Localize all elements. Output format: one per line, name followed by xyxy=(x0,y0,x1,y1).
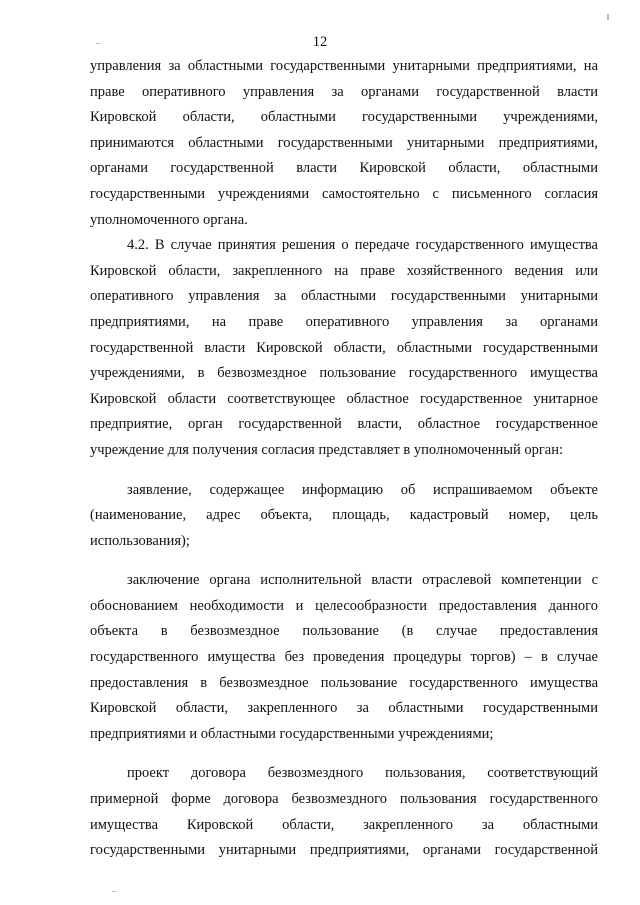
text-line: государственными унитарными предприятиями, органами государственной xyxy=(90,842,598,859)
text-line: оперативного управления за областными государственными унитарными xyxy=(90,288,598,305)
text-line: государственного имущества без проведения процедуры торгов) – в случае xyxy=(90,649,598,666)
text-line: имущества Кировской области, закрепленного за областными xyxy=(90,816,598,833)
scan-artifact xyxy=(96,43,100,44)
text-line: Кировской области, областными государственными учреждениями, xyxy=(90,109,598,126)
text-line: органами государственной власти Кировской области, областными xyxy=(90,160,598,177)
paragraph-gap xyxy=(90,554,598,568)
text-line: предприятие, орган государственной власти, областное государственное xyxy=(90,416,598,433)
text-line: Кировской области соответствующее областное государственное унитарное xyxy=(90,390,598,407)
text-line: государственной власти Кировской области, областными государственными xyxy=(90,339,598,356)
text-line: проект договора безвозмездного пользования, соответствующий xyxy=(127,765,598,782)
text-line: учреждение для получения согласия представляет в уполномоченный орган: xyxy=(90,441,564,458)
text-line: государственными учреждениями самостоятельно с письменного согласия xyxy=(90,185,598,202)
text-line: учреждениями, в безвозмездное пользование государственного имущества xyxy=(90,365,598,382)
text-line: использования); xyxy=(90,532,190,549)
scan-artifact xyxy=(607,14,609,20)
text-line: 4.2. В случае принятия решения о передаче государственного имущества xyxy=(127,237,598,254)
text-line: объекта в безвозмездное пользование (в случае предоставления xyxy=(90,623,598,640)
text-line: предприятиями, на праве оперативного управления за органами xyxy=(90,313,598,330)
text-line: заключение органа исполнительной власти отраслевой компетенции с xyxy=(127,572,598,589)
scan-artifact xyxy=(112,891,116,892)
text-line: предприятиями и областными государственными учреждениями; xyxy=(90,725,494,742)
paragraph-gap xyxy=(90,747,598,761)
text-line: заявление, содержащее информацию об испрашиваемом объекте xyxy=(127,481,598,498)
text-line: (наименование, адрес объекта, площадь, кадастровый номер, цель xyxy=(90,507,598,524)
text-line: уполномоченного органа. xyxy=(90,211,248,228)
text-line: предоставления в безвозмездное пользование государственного имущества xyxy=(90,674,598,691)
text-line: обоснованием необходимости и целесообразности предоставления данного xyxy=(90,597,598,614)
text-line: принимаются областными государственными унитарными предприятиями, xyxy=(90,134,598,151)
page-number: 12 xyxy=(312,34,328,50)
document-body xyxy=(90,54,598,864)
text-line: праве оперативного управления за органами государственной власти xyxy=(90,83,598,100)
text-line: Кировской области, закрепленного за областными государственными xyxy=(90,700,598,717)
text-line: Кировской области, закрепленного на праве хозяйственного ведения или xyxy=(90,262,598,279)
text-line: примерной форме договора безвозмездного пользования государственного xyxy=(90,791,598,808)
paragraph-gap xyxy=(90,464,598,478)
text-line: управления за областными государственными унитарными предприятиями, на xyxy=(90,58,598,74)
